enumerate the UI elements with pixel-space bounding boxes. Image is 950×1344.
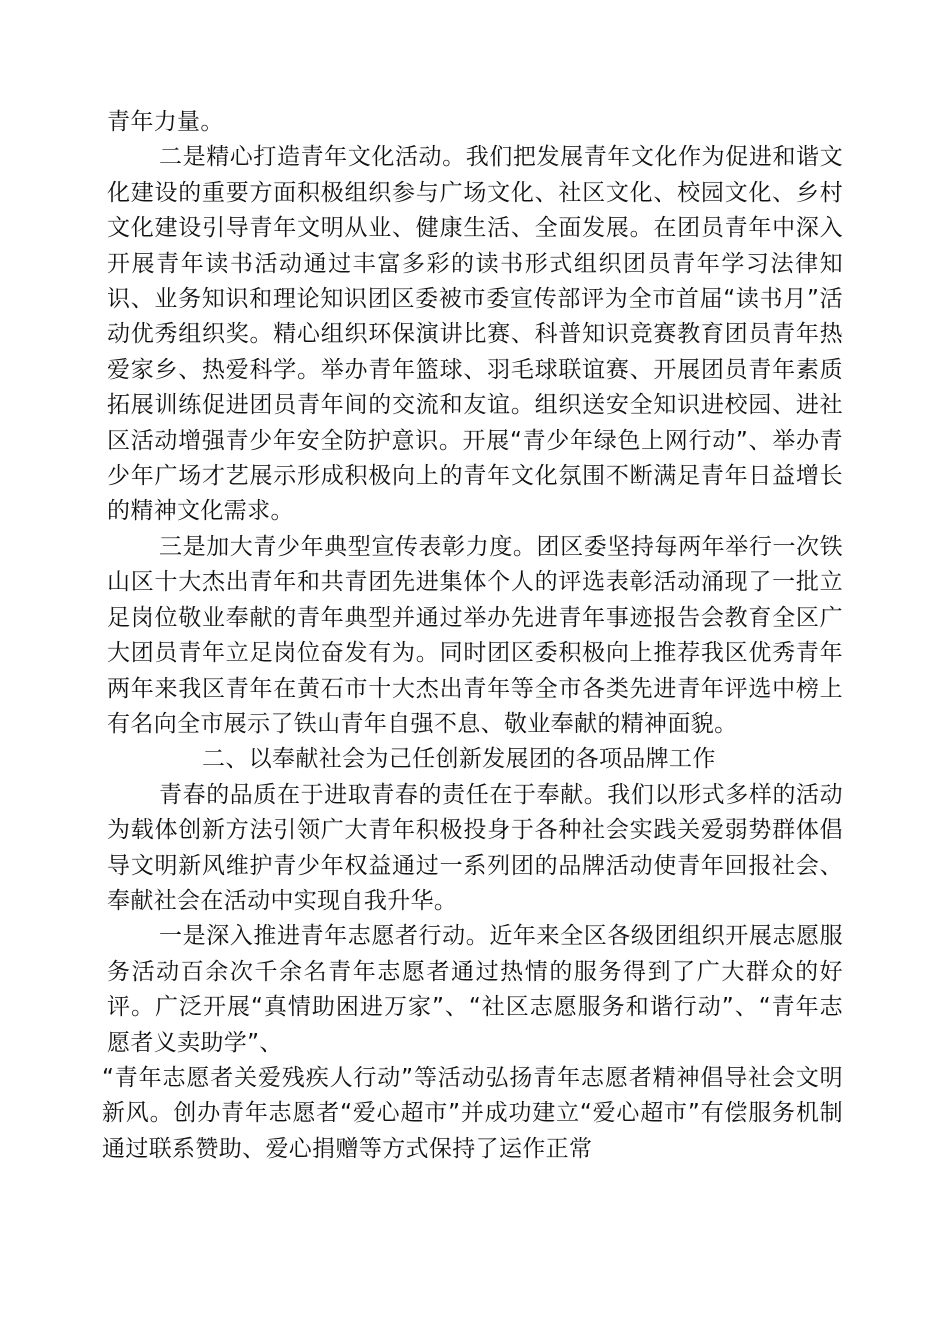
paragraph-volunteers: 一是深入推进青年志愿者行动。近年来全区各级团组织开展志愿服务活动百余次千余名青年志愿者通过热情的服务得到了广大群众的好评。广泛开展“真情助困进万家”、“社区志愿服务和谐行动”、“青年志愿者义卖助学”、 <box>107 923 843 1056</box>
document-page <box>102 105 843 1167</box>
paragraph-youth-models: 三是加大青少年典型宣传表彰力度。团区委坚持每两年举行一次铁山区十大杰出青年和共青团先进集体个人的评选表彰活动涌现了一批立足岗位敬业奉献的青年典型并通过举办先进青年事迹报告会教育全区广大团员青年立足岗位奋发有为。同时团区委积极向上推荐我区优秀青年两年来我区青年在黄石市十大杰出青年等全市各类先进青年评选中榜上有名向全市展示了铁山青年自强不息、敬业奉献的精神面貌。 <box>107 533 843 737</box>
section-heading: 二、以奉献社会为己任创新发展团的各项品牌工作 <box>202 746 716 773</box>
paragraph-volunteers-continued: “青年志愿者关爱残疾人行动”等活动弘扬青年志愿者精神倡导社会文明新风。创办青年志愿者“爱心超市”并成功建立“爱心超市”有偿服务机制通过联系赞助、爱心捐赠等方式保持了运作正常 <box>102 1064 843 1162</box>
paragraph-continuation: 青年力量。 <box>107 109 224 135</box>
paragraph-youth-culture: 二是精心打造青年文化活动。我们把发展青年文化作为促进和谐文化建设的重要方面积极组织参与广场文化、社区文化、校园文化、乡村文化建设引导青年文明从业、健康生活、全面发展。在团员青年中深入开展青年读书活动通过丰富多彩的读书形式组织团员青年学习法律知识、业务知识和理论知识团区委被市委宣传部评为全市首届“读书月”活动优秀组织奖。精心组织环保演讲比赛、科普知识竞赛教育团员青年热爱家乡、热爱科学。举办青年篮球、羽毛球联谊赛、开展团员青年素质拓展训练促进团员青年间的交流和友谊。组织送安全知识进校园、进社区活动增强青少年安全防护意识。开展“青少年绿色上网行动”、举办青少年广场才艺展示形成积极向上的青年文化氛围不断满足青年日益增长的精神文化需求。 <box>107 144 843 525</box>
paragraph-dedication: 青春的品质在于进取青春的责任在于奉献。我们以形式多样的活动为载体创新方法引领广大青年积极投身于各种社会实践关爱弱势群体倡导文明新风维护青少年权益通过一系列团的品牌活动使青年回报社会、奉献社会在活动中实现自我升华。 <box>107 781 843 914</box>
